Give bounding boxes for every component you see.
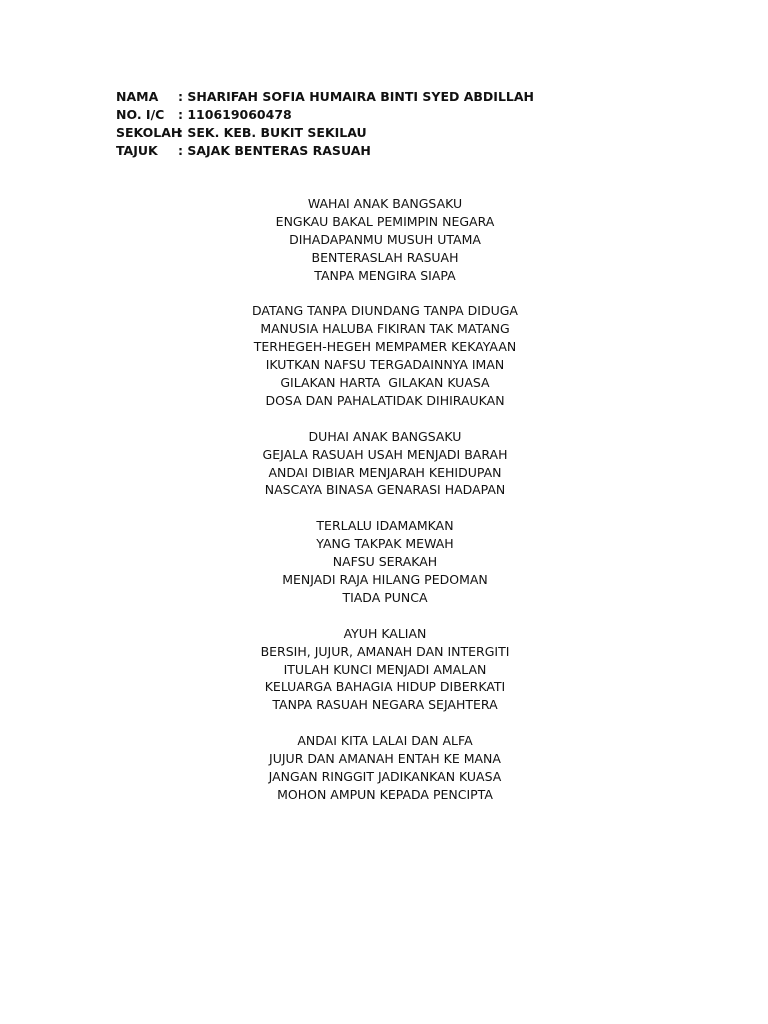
poem-line: JANGAN RINGGIT JADIKANKAN KUASA xyxy=(268,768,502,784)
poem-stanza-1 xyxy=(0,195,768,285)
poem-stanza-5 xyxy=(0,625,768,715)
poem-line: DOSA DAN PAHALATIDAK DIHIRAUKAN xyxy=(265,392,505,408)
poem-line: BENTERASLAH RASUAH xyxy=(311,249,459,265)
poem-line: YANG TAKPAK MEWAH xyxy=(316,536,454,552)
header-row-tajuk xyxy=(116,142,534,160)
poem-line: BERSIH, JUJUR, AMANAH DAN INTERGITI xyxy=(260,643,510,659)
poem-line: MOHON AMPUN KEPADA PENCIPTA xyxy=(277,786,493,802)
header-label: TAJUK xyxy=(116,143,158,158)
poem-line: TERHEGEH-HEGEH MEMPAMER KEKAYAAN xyxy=(253,339,517,355)
poem-stanza-4 xyxy=(0,517,768,607)
header-value: : 110619060478 xyxy=(178,107,292,122)
poem-line: MANUSIA HALUBA FIKIRAN TAK MATANG xyxy=(260,321,510,337)
poem-line: ITULAH KUNCI MENJADI AMALAN xyxy=(283,661,487,677)
poem-line: GEJALA RASUAH USAH MENJADI BARAH xyxy=(262,446,508,462)
header-label: NAMA xyxy=(116,89,159,104)
poem-line: DIHADAPANMU MUSUH UTAMA xyxy=(289,231,481,247)
poem-line: MENJADI RAJA HILANG PEDOMAN xyxy=(282,571,488,587)
header-row-ic xyxy=(116,106,534,124)
poem-line: JUJUR DAN AMANAH ENTAH KE MANA xyxy=(269,751,501,767)
header-value: : SEK. KEB. BUKIT SEKILAU xyxy=(178,125,367,140)
poem-line: TANPA MENGIRA SIAPA xyxy=(314,267,456,283)
poem-line: TANPA RASUAH NEGARA SEJAHTERA xyxy=(272,697,498,713)
poem-line: DUHAI ANAK BANGSAKU xyxy=(308,428,462,444)
poem-line: TERLALU IDAMAMKAN xyxy=(316,518,454,534)
poem-line: AYUH KALIAN xyxy=(343,625,427,641)
poem-line: TIADA PUNCA xyxy=(342,589,428,605)
header-label: SEKOLAH xyxy=(116,125,182,140)
poem-stanza-6 xyxy=(0,732,768,804)
document-header xyxy=(116,88,534,160)
poem-stanza-3 xyxy=(0,428,768,500)
header-row-nama xyxy=(116,88,534,106)
poem-line: NAFSU SERAKAH xyxy=(332,554,438,570)
poem-line: DATANG TANPA DIUNDANG TANPA DIDUGA xyxy=(252,303,518,319)
poem-line: GILAKAN HARTA GILAKAN KUASA xyxy=(280,375,490,391)
poem-stanza-2 xyxy=(0,302,768,409)
poem-line: KELUARGA BAHAGIA HIDUP DIBERKATI xyxy=(264,679,506,695)
poem-line: WAHAI ANAK BANGSAKU xyxy=(307,196,463,211)
header-row-sekolah xyxy=(116,124,534,142)
poem-line: ENGKAU BAKAL PEMIMPIN NEGARA xyxy=(275,213,495,229)
header-value: : SHARIFAH SOFIA HUMAIRA BINTI SYED ABDILLAH xyxy=(178,89,535,104)
poem-line: NASCAYA BINASA GENARASI HADAPAN xyxy=(264,482,506,498)
poem-line: ANDAI KITA LALAI DAN ALFA xyxy=(297,733,473,749)
poem-line: IKUTKAN NAFSU TERGADAINNYA IMAN xyxy=(265,357,505,373)
header-value: : SAJAK BENTERAS RASUAH xyxy=(178,143,371,158)
poem-body xyxy=(0,195,768,822)
poem-line: ANDAI DIBIAR MENJARAH KEHIDUPAN xyxy=(268,464,502,480)
header-label: NO. I/C xyxy=(116,107,165,122)
